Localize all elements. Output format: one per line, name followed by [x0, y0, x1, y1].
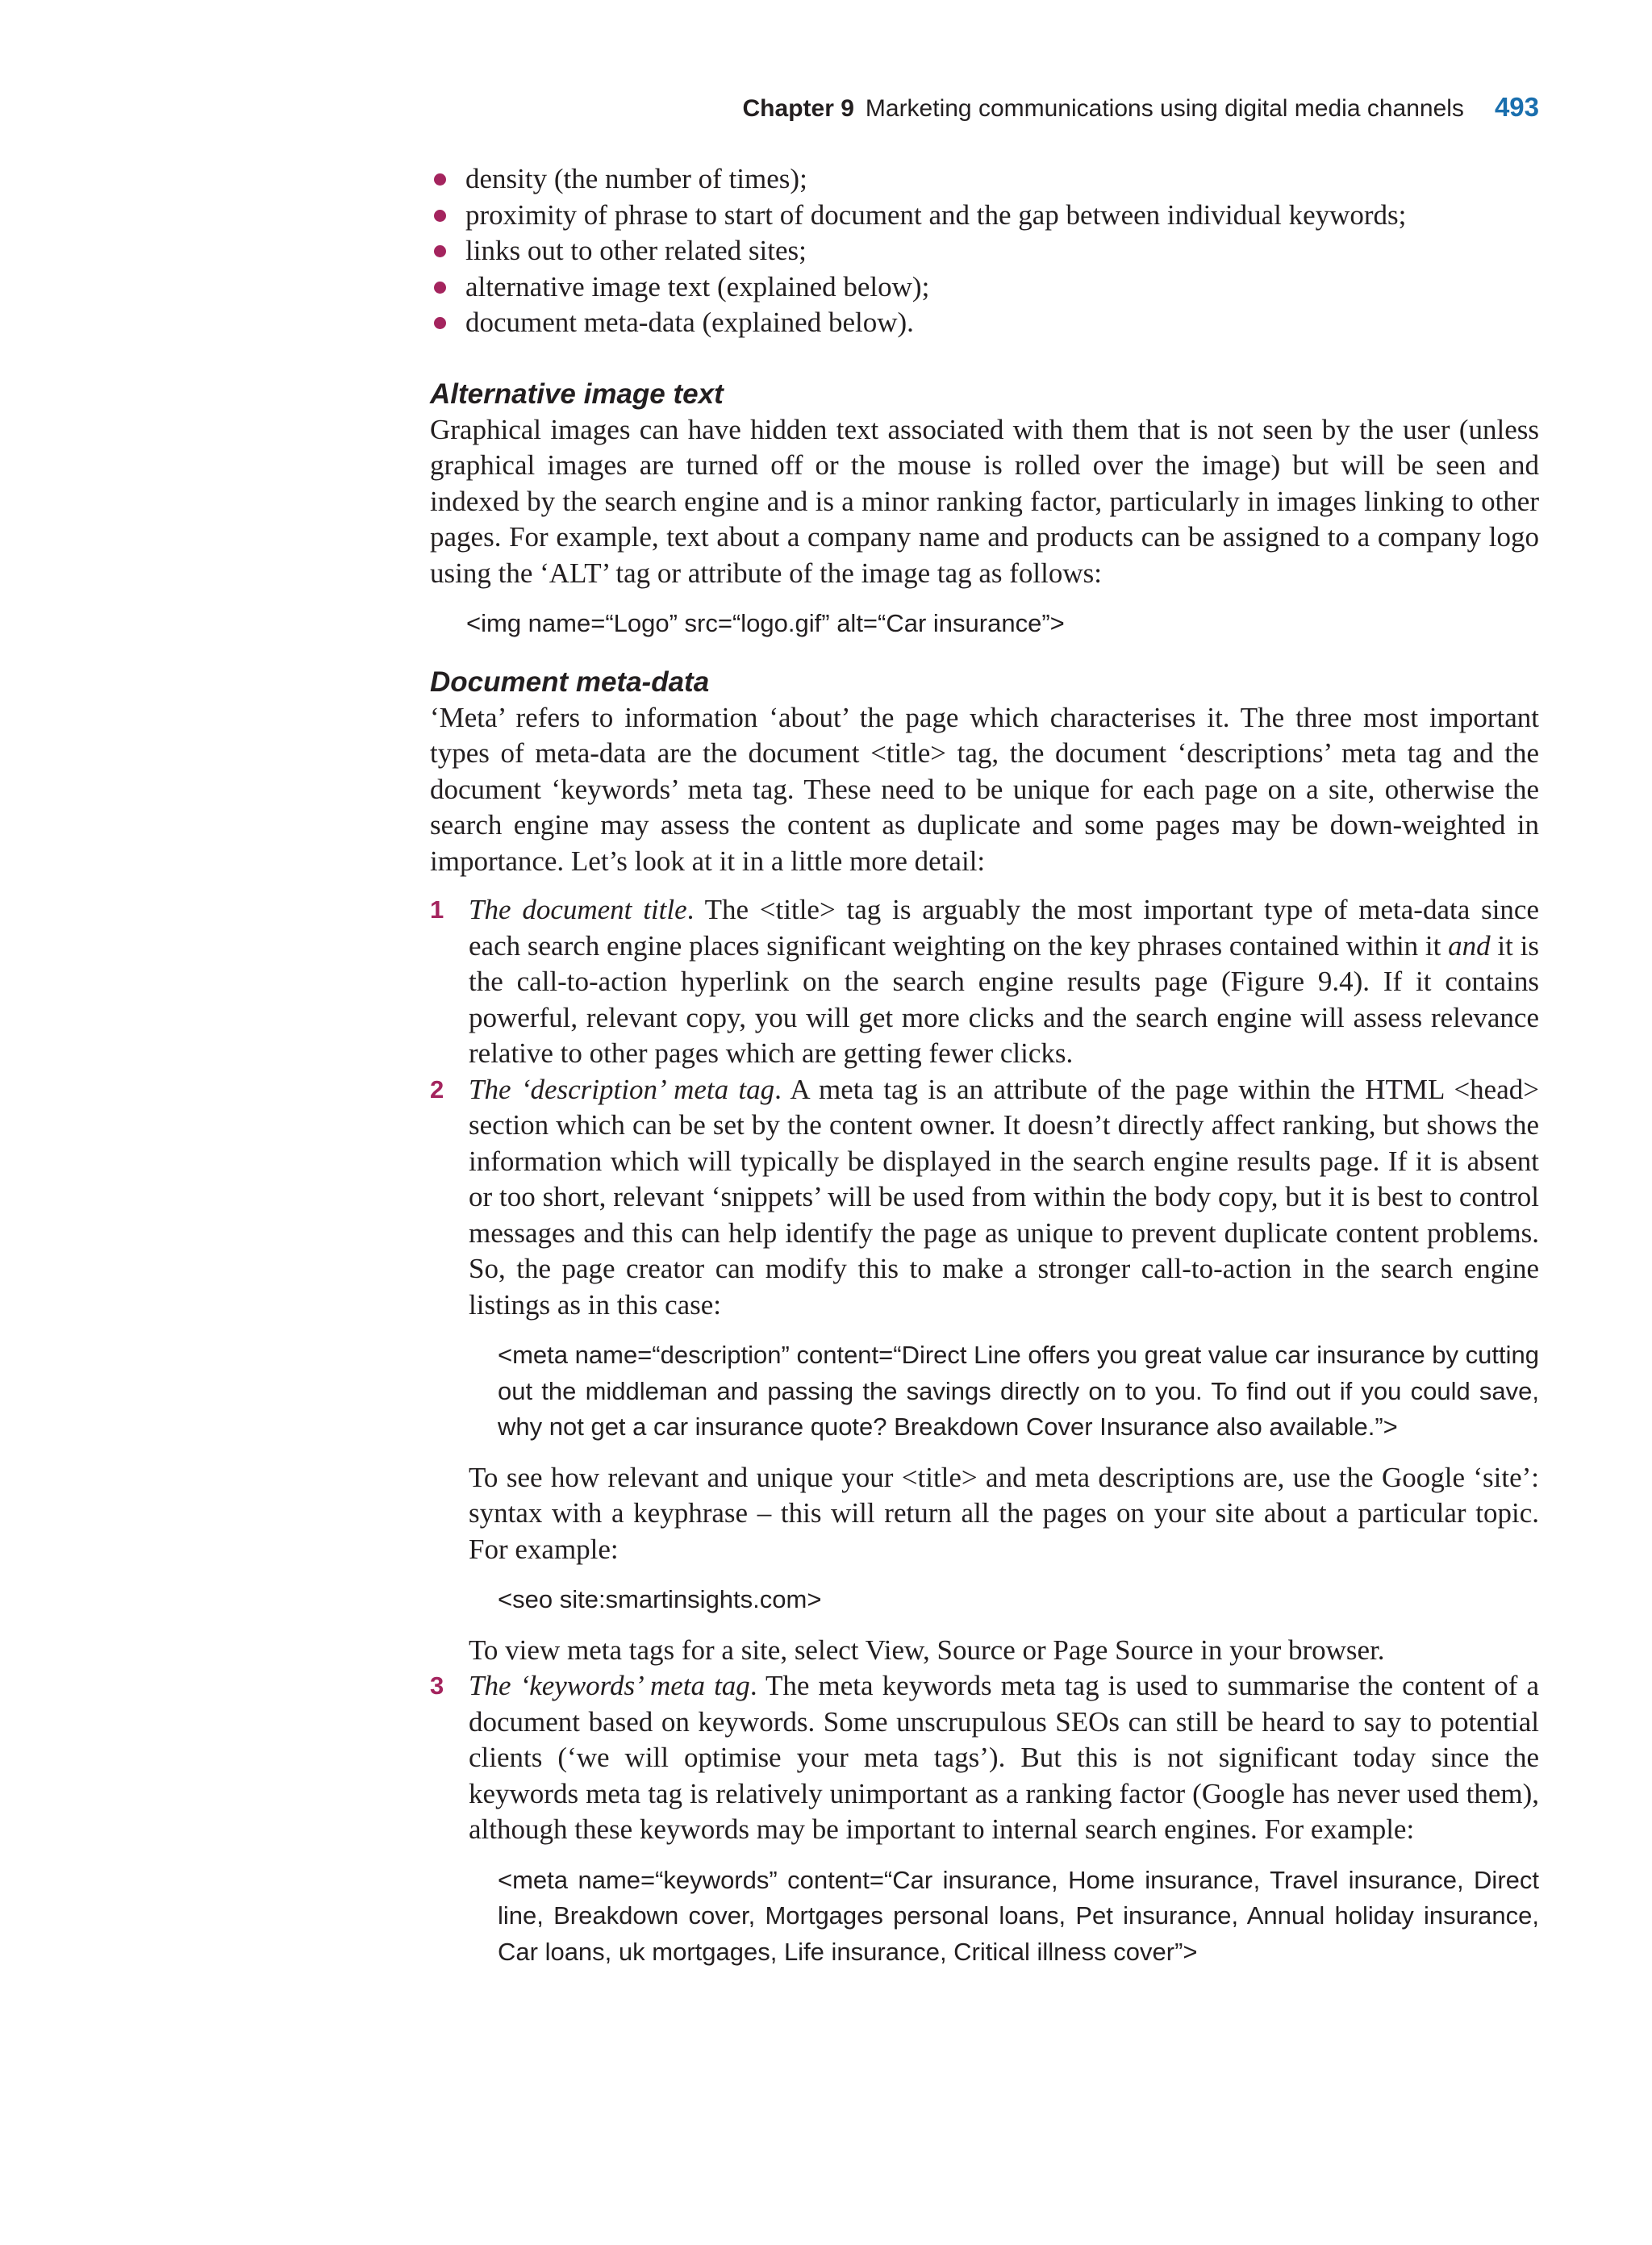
ranking-factors-list	[430, 161, 1539, 341]
site-syntax-paragraph: To see how relevant and unique your <title> and meta descriptions are, use the Google ‘site’: syntax with a keyphrase – this will return all the pages on your site about a particular topic. For example:	[469, 1461, 1539, 1565]
chapter-title: Marketing communications using digital media channels	[865, 95, 1464, 122]
keywords-code-example: <meta name=“keywords” content=“Car insurance, Home insurance, Travel insurance, Direct line, Breakdown cover, Mortgages personal loans, Pet insurance, Annual holiday insurance, Car loans, uk mortgages, Life insurance, Critical illness cover”>	[498, 1865, 1539, 1966]
bullet-icon	[434, 282, 446, 294]
numbered-item-description-tag	[430, 1072, 1539, 1669]
item-emphasis: and	[1448, 929, 1491, 962]
item-title: The ‘keywords’ meta tag	[469, 1670, 750, 1701]
list-item	[430, 269, 1539, 306]
meta-tags-numbered-list	[430, 892, 1539, 1970]
description-code-example: <meta name=“description” content=“Direct Line offers you great value car insurance by cutting out the middleman and passing the savings directly on to you. To find out if you could save, why not get a car insurance quote? Breakdown Cover Insurance also available.”>	[498, 1341, 1539, 1441]
item-paragraph	[469, 1668, 1539, 1848]
item-text: . The <title> tag is arguably the most important type of meta-data since each search engine places significant weighting on the key phrases contained within it	[469, 894, 1539, 962]
numbered-item-keywords-tag	[430, 1668, 1539, 1970]
numbered-item-title-tag	[430, 892, 1539, 1072]
alt-text-code-example: <img name=“Logo” src=“logo.gif” alt=“Car insurance”>	[466, 609, 1065, 637]
running-header	[428, 92, 1539, 132]
item-title: The document title	[469, 894, 687, 925]
item-number: 3	[430, 1671, 444, 1700]
bullet-icon	[434, 210, 446, 222]
page-body	[430, 161, 1539, 1984]
chapter-label: Chapter 9	[742, 95, 854, 122]
item-paragraph	[469, 1072, 1539, 1324]
list-item-text: document meta-data (explained below).	[465, 307, 914, 338]
list-item	[430, 161, 1539, 198]
alt-text-paragraph: Graphical images can have hidden text associated with them that is not seen by the user (unless graphical images are turned off or the mouse is rolled over the image) but will be seen and indexed by the search engine and is a minor ranking factor, particularly in images linking to other pages. For example, text about a company name and products can be assigned to a company logo using the ‘ALT’ tag or attribute of the image tag as follows:	[430, 413, 1539, 589]
item-text: . The meta keywords meta tag is used to summarise the content of a document based on keywords. Some unscrupulous SEOs can still be heard to say to potential clients (‘we will optimise your meta tags’). But this is not significant today since the keywords meta tag is relatively unimportant as a ranking factor (Google has never used them), although these keywords may be important to internal search engines. For example:	[469, 1670, 1539, 1845]
item-text: . A meta tag is an attribute of the page within the HTML <head> section which can be set by the content owner. It doesn’t directly affect ranking, but shows the information which will typically be displayed in the search engine results page. If it is absent or too short, relevant ‘snippets’ will be used from within the body copy, but it is best to control messages and this can help identify the page as unique to prevent duplicate content problems. So, the page creator can modify this to make a stronger call-to-action in the search engine listings as in this case:	[469, 1073, 1539, 1321]
item-text-continued: it is the call-to-action hyperlink on the search engine results page (Figure 9.4). If it contains powerful, relevant copy, you will get more clicks and the search engine will assess relevance relative to other pages which are getting fewer clicks.	[469, 929, 1539, 1069]
list-item-text: proximity of phrase to start of document and the gap between individual keywords;	[465, 198, 1407, 231]
list-item-text: links out to other related sites;	[465, 235, 807, 266]
list-item	[430, 305, 1539, 341]
page-number: 493	[1494, 92, 1539, 122]
bullet-icon	[434, 317, 446, 329]
list-item	[430, 233, 1539, 269]
site-syntax-code-example: <seo site:smartinsights.com>	[498, 1585, 822, 1613]
item-number: 1	[430, 895, 444, 924]
alt-text-heading: Alternative image text	[430, 378, 724, 410]
list-item-text: alternative image text (explained below);	[465, 270, 930, 303]
item-paragraph	[469, 892, 1539, 1072]
item-number: 2	[430, 1075, 444, 1104]
item-title: The ‘description’ meta tag	[469, 1073, 775, 1105]
meta-data-paragraph: ‘Meta’ refers to information ‘about’ the page which characterises it. The three most important types of meta-data are the document <title> tag, the document ‘descriptions’ meta tag and the document ‘keywords’ meta tag. These need to be unique for each page on a site, otherwise the search engine may assess the content as duplicate and some pages may be down-weighted in importance. Let’s look at it in a little more detail:	[430, 701, 1539, 877]
meta-data-heading: Document meta-data	[430, 666, 710, 698]
list-item	[430, 198, 1539, 234]
list-item-text: density (the number of times);	[465, 163, 807, 194]
bullet-icon	[434, 173, 446, 186]
view-source-paragraph: To view meta tags for a site, select View, Source or Page Source in your browser.	[469, 1634, 1385, 1666]
bullet-icon	[434, 245, 446, 257]
